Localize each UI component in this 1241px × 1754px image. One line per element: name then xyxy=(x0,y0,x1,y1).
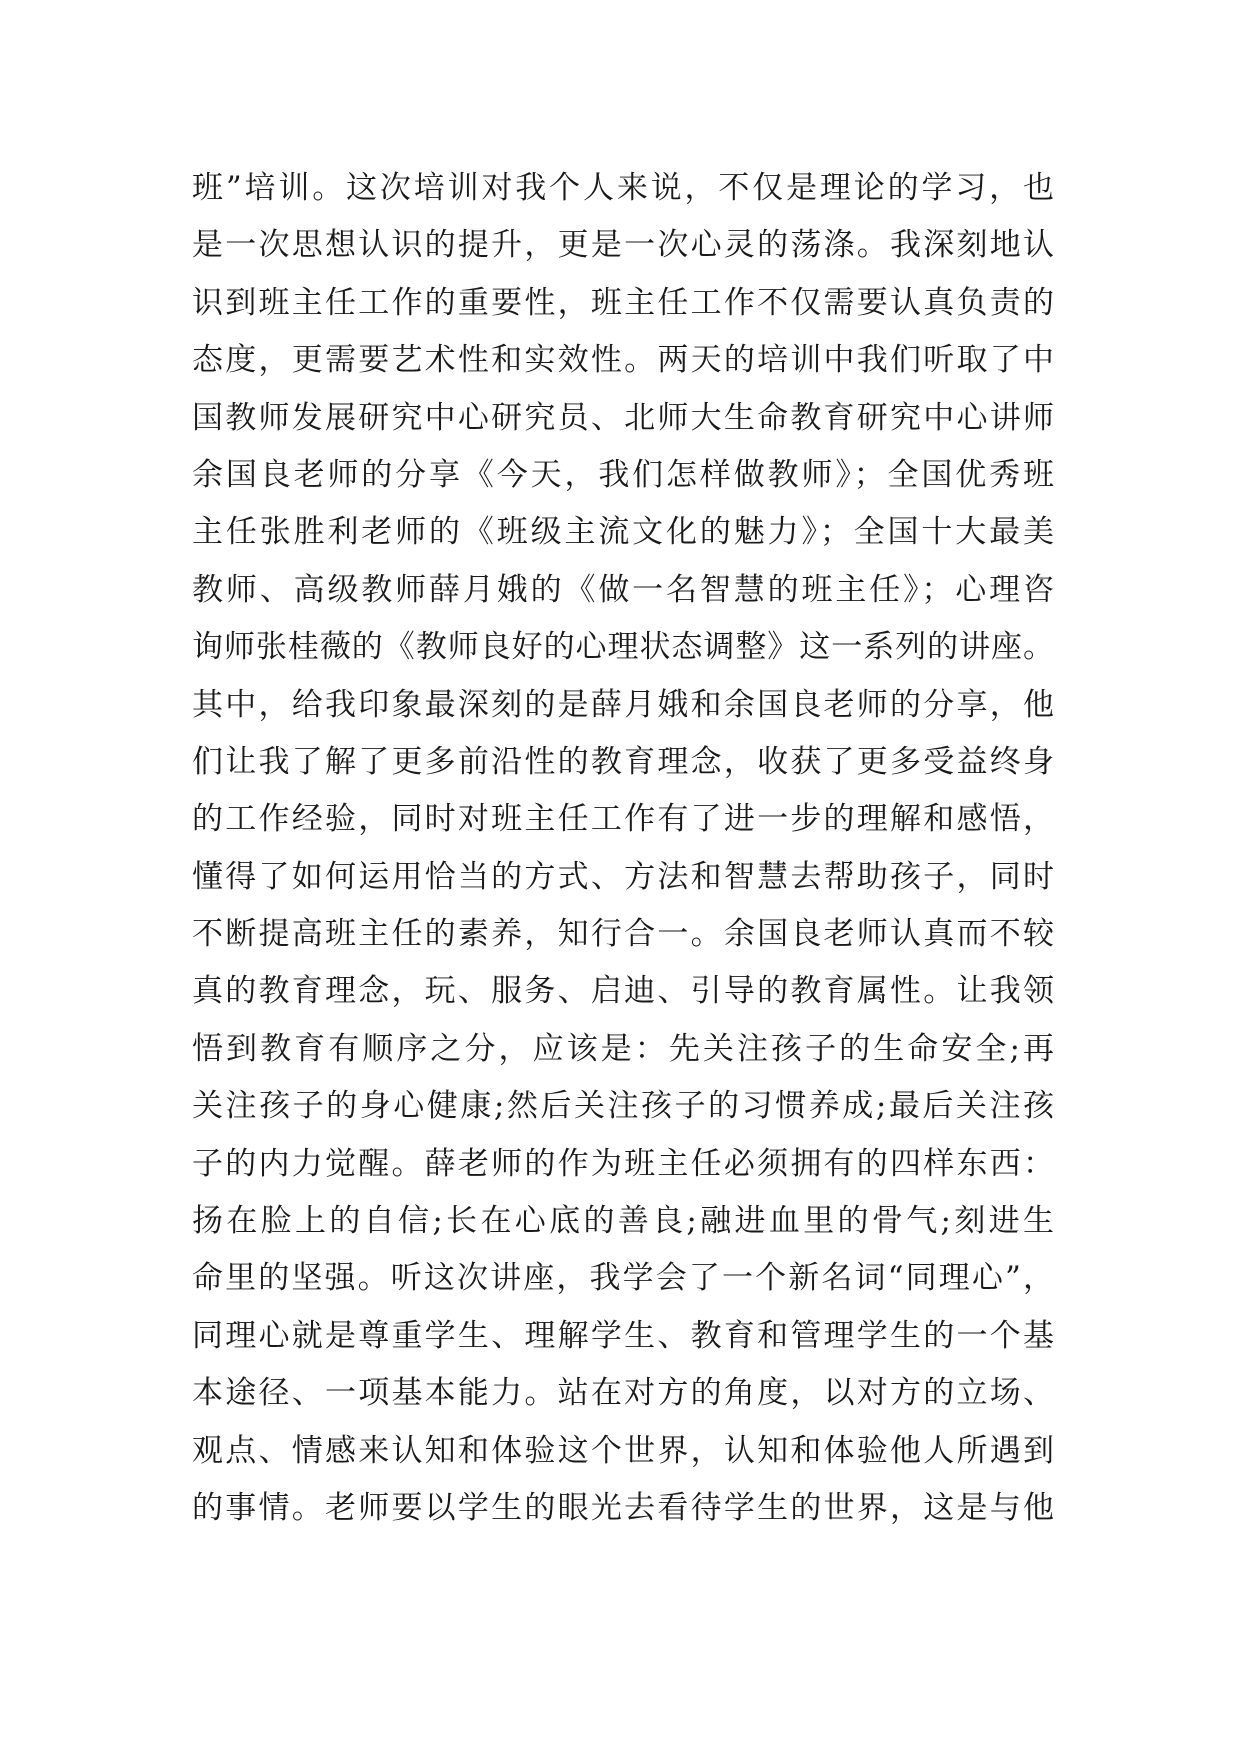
text-line: 真的教育理念，玩、服务、启迪、引导的教育属性。让我领 xyxy=(192,973,1054,1010)
text-line: 态度，更需要艺术性和实效性。两天的培训中我们听取了中 xyxy=(192,342,1054,379)
text-line: 同理心就是尊重学生、理解学生、教育和管理学生的一个基 xyxy=(192,1317,1054,1354)
text-line: 识到班主任工作的重要性，班主任工作不仅需要认真负责的 xyxy=(192,284,1054,321)
text-line: 扬在脸上的自信;长在心底的善良;融进血里的骨气;刻进生 xyxy=(192,1203,1054,1240)
text-line: 的工作经验，同时对班主任工作有了进一步的理解和感悟， xyxy=(192,801,1054,838)
text-line: 主任张胜利老师的《班级主流文化的魅力》；全国十大最美 xyxy=(192,514,1054,551)
text-line: 观点、情感来认知和体验这个世界，认知和体验他人所遇到 xyxy=(192,1432,1054,1469)
text-line: 教师、高级教师薛月娥的《做一名智慧的班主任》；心理咨 xyxy=(192,571,1054,608)
text-line: 们让我了解了更多前沿性的教育理念，收获了更多受益终身 xyxy=(192,743,1054,780)
text-line: 余国良老师的分享《今天，我们怎样做教师》；全国优秀班 xyxy=(192,456,1054,493)
text-line: 悟到教育有顺序之分，应该是：先关注孩子的生命安全;再 xyxy=(192,1030,1054,1067)
text-line: 询师张桂薇的《教师良好的心理状态调整》这一系列的讲座。 xyxy=(192,629,1054,666)
text-line: 是一次思想认识的提升，更是一次心灵的荡涤。我深刻地认 xyxy=(192,227,1054,264)
text-line: 子的内力觉醒。薛老师的作为班主任必须拥有的四样东西： xyxy=(192,1145,1054,1182)
text-line: 班”培训。这次培训对我个人来说，不仅是理论的学习，也 xyxy=(192,170,1054,206)
body-text xyxy=(192,160,1054,1537)
text-line: 懂得了如何运用恰当的方式、方法和智慧去帮助孩子，同时 xyxy=(192,858,1054,895)
text-line: 本途径、一项基本能力。站在对方的角度，以对方的立场、 xyxy=(192,1375,1054,1412)
text-line: 其中，给我印象最深刻的是薛月娥和余国良老师的分享，他 xyxy=(192,686,1054,723)
text-line: 国教师发展研究中心研究员、北师大生命教育研究中心讲师 xyxy=(192,399,1054,436)
text-line: 命里的坚强。听这次讲座，我学会了一个新名词“同理心”， xyxy=(192,1260,1054,1297)
text-line: 关注孩子的身心健康;然后关注孩子的习惯养成;最后关注孩 xyxy=(192,1088,1054,1125)
text-line: 不断提高班主任的素养，知行合一。余国良老师认真而不较 xyxy=(192,916,1054,953)
text-line: 的事情。老师要以学生的眼光去看待学生的世界，这是与他 xyxy=(192,1489,1054,1526)
